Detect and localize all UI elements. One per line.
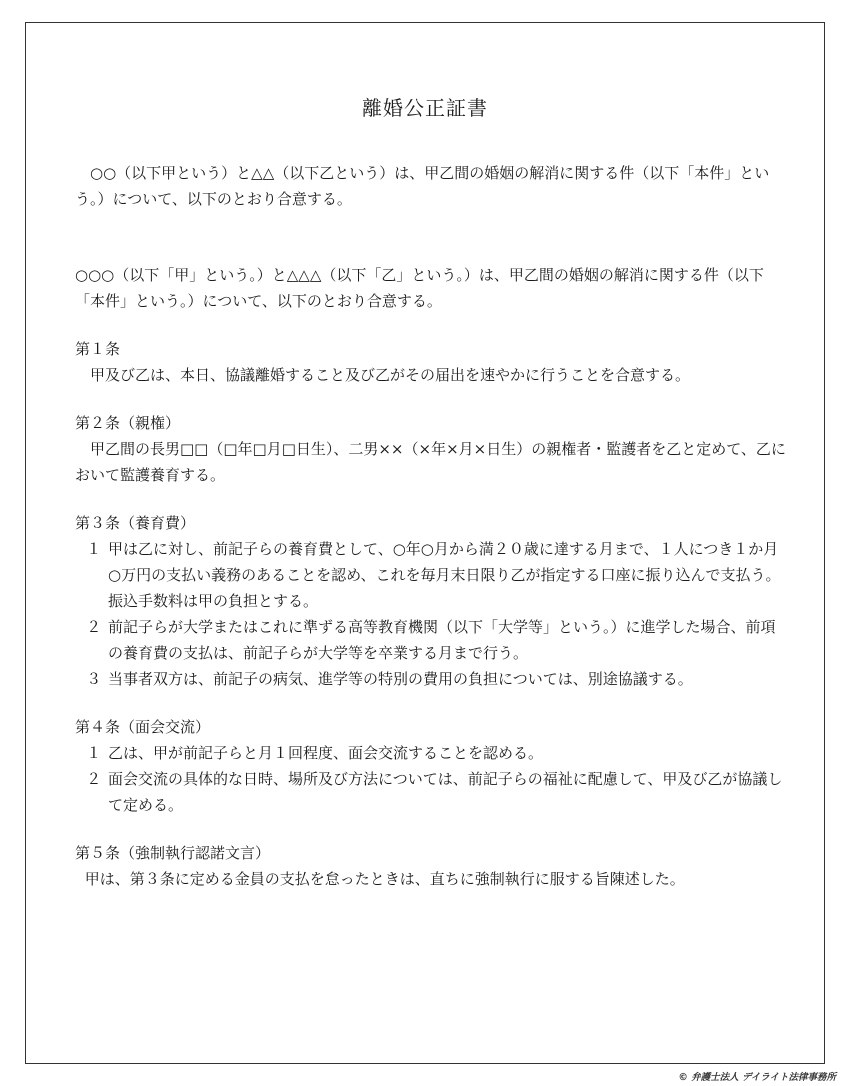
article-body: 甲乙間の長男□□（□年□月□日生）、二男××（×年×月×日生）の親権者・監護者を乙と定めて、乙において監護養育する。 <box>75 440 786 484</box>
article-item <box>75 766 790 818</box>
article-5 <box>75 840 790 892</box>
item-text: 面会交流の具体的な日時、場所及び方法については、前記子らの福祉に配慮して、甲及び乙が協議して定める。 <box>108 770 783 814</box>
article-item <box>75 614 790 666</box>
copyright-credit: © 弁護士法人 デイライト法律事務所 <box>678 1072 836 1083</box>
document-body <box>75 160 790 914</box>
article-heading: 第１条 <box>75 340 121 358</box>
article-heading: 第３条（養育費） <box>75 514 196 532</box>
item-number: ３ <box>86 670 102 688</box>
article-heading: 第４条（面会交流） <box>75 718 211 736</box>
article-body: 甲及び乙は、本日、協議離婚すること及び乙がその届出を速やかに行うことを合意する。 <box>90 366 691 384</box>
item-text: 当事者双方は、前記子の病気、進学等の特別の費用の負担については、別途協議する。 <box>108 670 693 688</box>
article-3 <box>75 510 790 692</box>
article-item <box>75 536 790 614</box>
document-title: 離婚公正証書 <box>362 96 488 120</box>
article-4 <box>75 714 790 818</box>
intro-paragraph-1: ○○（以下甲という）と△△（以下乙という）は、甲乙間の婚姻の解消に関する件（以下「本件」という。）について、以下のとおり合意する。 <box>75 164 770 208</box>
article-heading: 第２条（親権） <box>75 414 181 432</box>
item-number: ２ <box>86 618 102 636</box>
article-heading: 第５条（強制執行認諾文言） <box>75 844 271 862</box>
item-number: １ <box>86 540 102 558</box>
article-item <box>75 666 790 692</box>
item-text: 前記子らが大学またはこれに準ずる高等教育機関（以下「大学等」という。）に進学した場合、前項の養育費の支払は、前記子らが大学等を卒業する月まで行う。 <box>108 618 776 662</box>
article-2 <box>75 410 790 488</box>
article-1 <box>75 336 790 388</box>
item-text: 甲は乙に対し、前記子らの養育費として、○年○月から満２０歳に達する月まで、１人につき１か月○万円の支払い義務のあることを認め、これを毎月末日限り乙が指定する口座に振り込んで支払う。振込手数料は甲の負担とする。 <box>108 540 781 610</box>
item-text: 乙は、甲が前記子らと月１回程度、面会交流することを認める。 <box>108 744 544 762</box>
article-item <box>75 740 790 766</box>
item-number: ２ <box>86 770 102 788</box>
item-number: １ <box>86 744 102 762</box>
article-body: 甲は、第３条に定める金員の支払を怠ったときは、直ちに強制執行に服する旨陳述した。 <box>84 870 685 888</box>
intro-paragraph-2: ○○○（以下「甲」という。）と△△△（以下「乙」という。）は、甲乙間の婚姻の解消に関する件（以下「本件」という。）について、以下のとおり合意する。 <box>75 266 764 310</box>
